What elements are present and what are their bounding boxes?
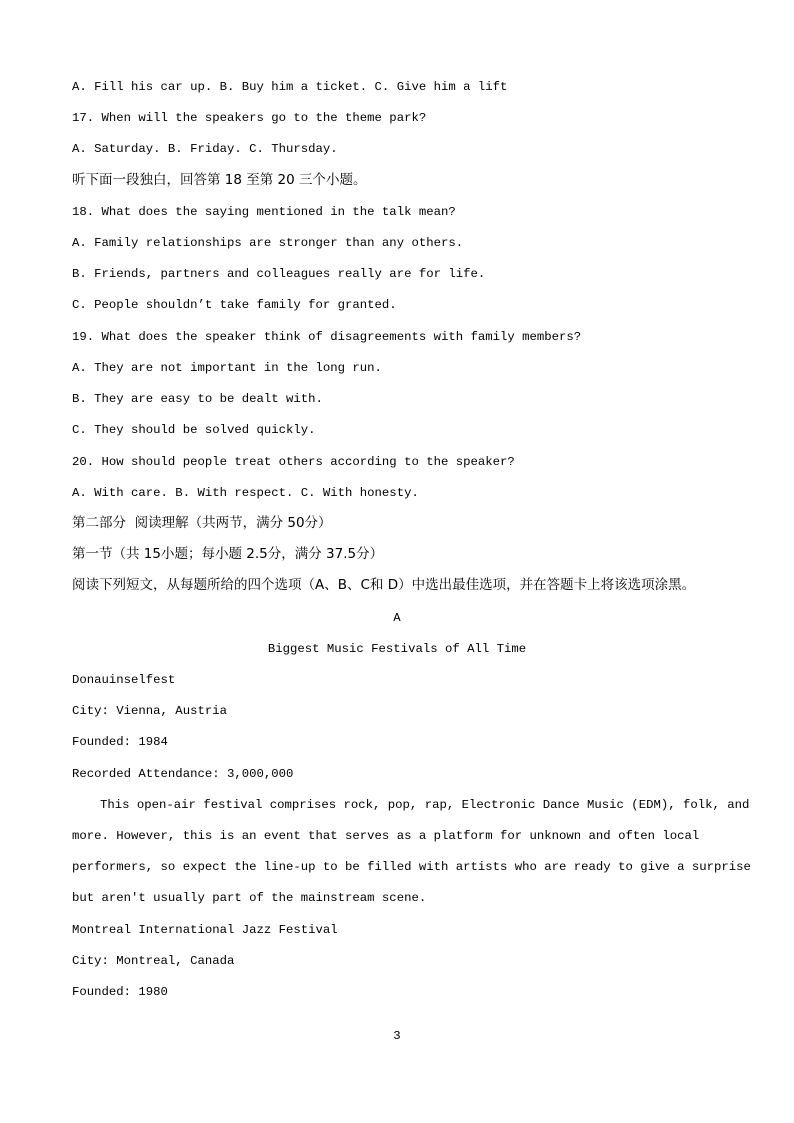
passage-title: Biggest Music Festivals of All Time bbox=[267, 642, 527, 656]
question-18: 18. What does the saying mentioned in the talk mean? bbox=[72, 205, 456, 219]
festival-2-founded: Founded: 1980 bbox=[72, 985, 168, 999]
q16-options: A. Fill his car up. B. Buy him a ticket. C. Give him a lift bbox=[72, 80, 508, 94]
section-1-heading: 第一节（共 15小题；每小题 2.5分，满分 37.5分） bbox=[72, 546, 384, 562]
monologue-instruction: 听下面一段独白，回答第 18 至第 20 三个小题。 bbox=[72, 172, 367, 188]
festival-1-founded: Founded: 1984 bbox=[72, 735, 168, 749]
festival-2-name: Montreal International Jazz Festival bbox=[72, 923, 338, 937]
q19-option-a: A. They are not important in the long run. bbox=[72, 361, 382, 375]
question-17: 17. When will the speakers go to the theme park? bbox=[72, 111, 427, 125]
festival-1-name: Donauinselfest bbox=[72, 673, 176, 687]
q20-options: A. With care. B. With respect. C. With honesty. bbox=[72, 486, 419, 500]
festival-1-desc-line-3: performers, so expect the line-up to be filled with artists who are ready to give a surprise bbox=[72, 860, 751, 874]
q18-option-b: B. Friends, partners and colleagues really are for life. bbox=[72, 267, 486, 281]
question-20: 20. How should people treat others according to the speaker? bbox=[72, 455, 515, 469]
festival-1-desc-line-2: more. However, this is an event that serves as a platform for unknown and often local bbox=[72, 829, 700, 843]
q18-option-a: A. Family relationships are stronger than any others. bbox=[72, 236, 464, 250]
q18-option-c: C. People shouldn’t take family for granted. bbox=[72, 298, 397, 312]
festival-1-desc-line-1: This open-air festival comprises rock, pop, rap, Electronic Dance Music (EDM), folk, and bbox=[100, 798, 750, 812]
festival-1-desc-line-4: but aren't usually part of the mainstream scene. bbox=[72, 891, 427, 905]
question-19: 19. What does the speaker think of disagreements with family members? bbox=[72, 330, 582, 344]
part-2-heading: 第二部分 阅读理解（共两节，满分 50分） bbox=[72, 515, 332, 531]
q19-option-c: C. They should be solved quickly. bbox=[72, 423, 316, 437]
page-number: 3 bbox=[393, 1029, 401, 1043]
festival-1-city: City: Vienna, Austria bbox=[72, 704, 227, 718]
reading-instruction: 阅读下列短文，从每题所给的四个选项（A、B、C和 D）中选出最佳选项，并在答题卡上将该选项涂黑。 bbox=[72, 577, 696, 593]
passage-letter: A bbox=[393, 611, 401, 625]
q19-option-b: B. They are easy to be dealt with. bbox=[72, 392, 323, 406]
q17-options: A. Saturday. B. Friday. C. Thursday. bbox=[72, 142, 338, 156]
festival-2-city: City: Montreal, Canada bbox=[72, 954, 235, 968]
festival-1-attendance: Recorded Attendance: 3,000,000 bbox=[72, 767, 294, 781]
